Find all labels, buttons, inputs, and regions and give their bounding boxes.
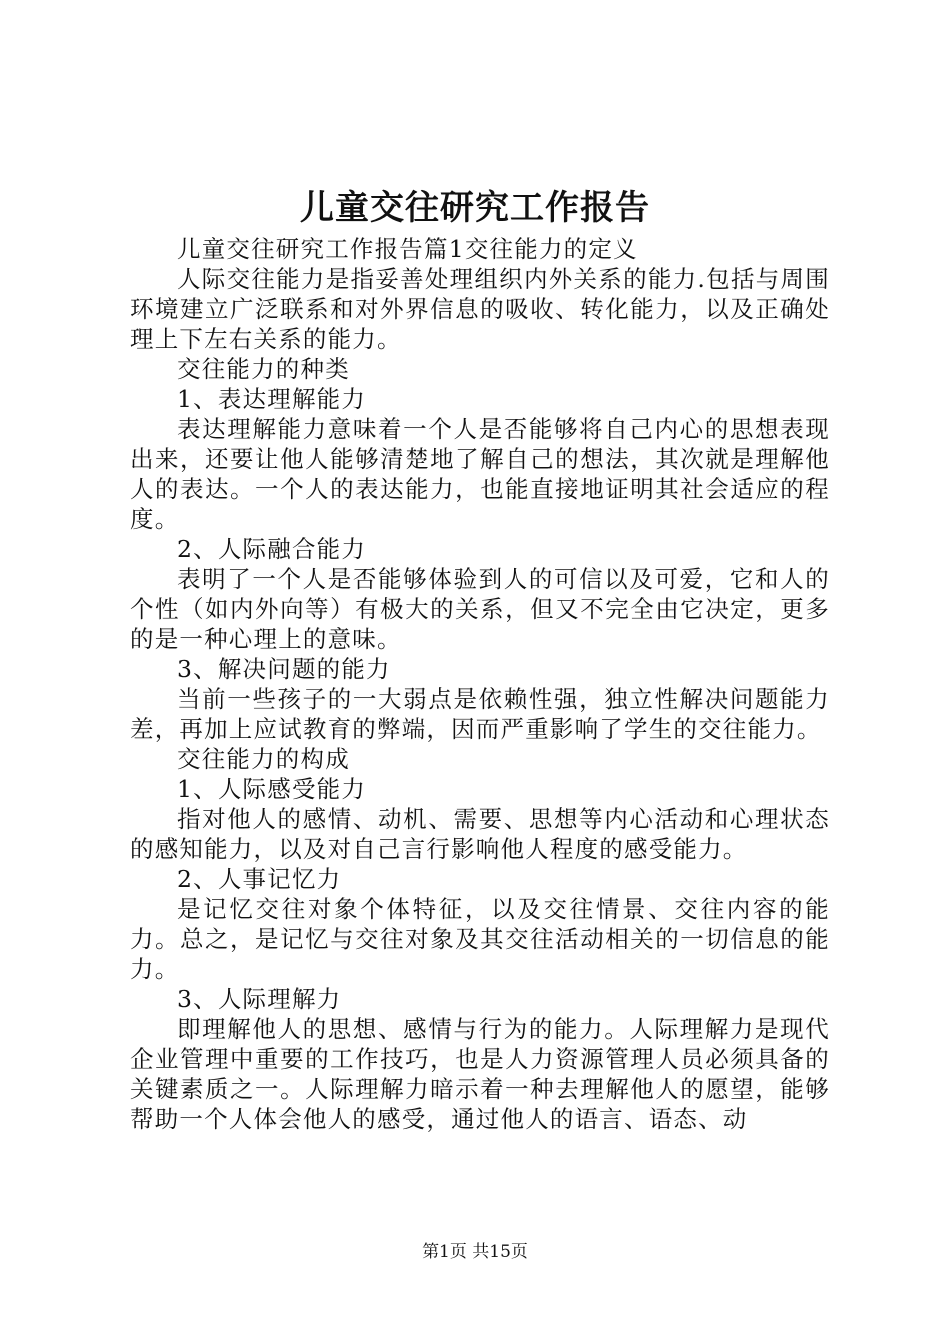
section-heading-types: 交往能力的种类	[177, 355, 350, 383]
subheading-integration: 2、人际融合能力	[177, 535, 367, 563]
paragraph-expression: 表达理解能力意味着一个人是否能够将自己内心的思想表现出来，还要让他人能够清楚地了解自己的想法，其次就是理解他人的表达。一个人的表达能力，也能直接地证明其社会适应的程度。	[130, 415, 830, 533]
paragraph-perception: 指对他人的感情、动机、需要、思想等内心活动和心理状态的感知能力，以及对自己言行影响他人程度的感受能力。	[130, 805, 830, 863]
document-title: 儿童交往研究工作报告	[300, 188, 650, 228]
subheading-expression: 1、表达理解能力	[177, 385, 367, 413]
paragraph-integration: 表明了一个人是否能够体验到人的可信以及可爱，它和人的个性（如内外向等）有极大的关系，但又不完全由它决定，更多的是一种心理上的意味。	[130, 565, 830, 653]
paragraph-problem-solving: 当前一些孩子的一大弱点是依赖性强，独立性解决问题能力差，再加上应试教育的弊端，因而严重影响了学生的交往能力。	[130, 685, 830, 743]
section-heading-composition: 交往能力的构成	[177, 745, 350, 773]
subheading-problem-solving: 3、解决问题的能力	[177, 655, 391, 683]
paragraph-memory: 是记忆交往对象个体特征，以及交往情景、交往内容的能力。总之，是记忆与交往对象及其交往活动相关的一切信息的能力。	[130, 895, 830, 983]
subheading-understanding: 3、人际理解力	[177, 985, 342, 1013]
document-body	[130, 234, 830, 1134]
paragraph-understanding: 即理解他人的思想、感情与行为的能力。人际理解力是现代企业管理中重要的工作技巧，也是人力资源管理人员必须具备的关键素质之一。人际理解力暗示着一种去理解他人的愿望，能够帮助一个人体会他人的感受，通过他人的语言、语态、动	[130, 1015, 830, 1133]
paragraph-definition: 人际交往能力是指妥善处理组织内外关系的能力.包括与周围环境建立广泛联系和对外界信息的吸收、转化能力，以及正确处理上下左右关系的能力。	[130, 265, 830, 353]
paragraph-intro-heading: 儿童交往研究工作报告篇1交往能力的定义	[177, 235, 638, 263]
page-number-footer: 第1页 共15页	[422, 1242, 528, 1262]
subheading-perception: 1、人际感受能力	[177, 775, 367, 803]
subheading-memory: 2、人事记忆力	[177, 865, 342, 893]
